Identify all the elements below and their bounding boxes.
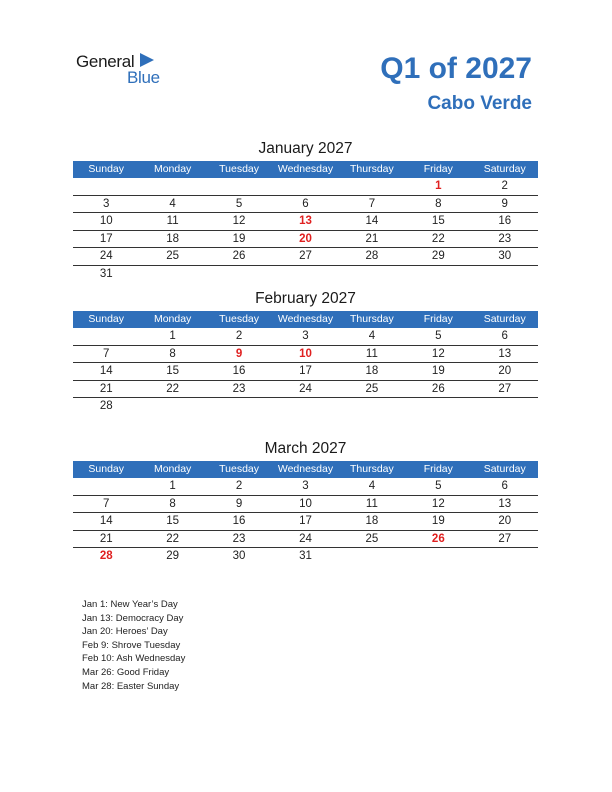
- day-cell: 28: [365, 250, 379, 262]
- day-cell: 3: [103, 197, 110, 210]
- holiday-item: Feb 9: Shrove Tuesday: [82, 639, 181, 651]
- weekday-friday: Friday: [423, 463, 453, 475]
- weekday-header: [73, 461, 538, 478]
- month-january: [73, 137, 538, 282]
- holiday-item: Mar 28: Easter Sunday: [82, 680, 180, 692]
- day-cell: 1: [169, 330, 176, 342]
- day-cell: 2: [235, 480, 243, 492]
- day-cell: 27: [498, 382, 512, 395]
- weekday-sunday: Sunday: [88, 163, 125, 175]
- holiday-list: [82, 598, 185, 693]
- day-cell: 2: [501, 180, 508, 192]
- weekday-wednesday: Wednesday: [277, 463, 334, 475]
- day-cell: 12: [431, 497, 445, 510]
- day-cell: 30: [498, 250, 512, 262]
- day-cell: 29: [431, 250, 445, 262]
- day-cell: 9: [235, 347, 243, 360]
- week-row: [73, 248, 538, 266]
- day-cell: 22: [166, 382, 180, 395]
- month-title: February 2027: [255, 290, 356, 307]
- day-cell: [139, 398, 205, 415]
- day-cell: 18: [365, 515, 379, 527]
- weekday-friday: Friday: [423, 313, 453, 325]
- day-cell: 21: [99, 532, 113, 545]
- day-cell: 21: [365, 232, 379, 245]
- day-cell: 19: [232, 232, 246, 245]
- weekday-header: [73, 311, 538, 328]
- day-cell: 19: [431, 365, 445, 377]
- day-cell: 11: [166, 215, 179, 227]
- logo-blue-text: Blue: [127, 68, 160, 87]
- day-cell: 6: [501, 330, 508, 342]
- day-cell: 16: [232, 515, 246, 527]
- day-cell: [339, 548, 405, 565]
- week-row: [73, 363, 538, 381]
- logo-flag-icon: [140, 53, 154, 67]
- day-cell: 25: [365, 532, 379, 545]
- day-cell: 17: [299, 365, 312, 377]
- weekday-thursday: Thursday: [350, 313, 394, 325]
- day-cell: 29: [166, 550, 180, 562]
- day-cell: 1: [169, 480, 176, 492]
- weekday-saturday: Saturday: [483, 313, 526, 325]
- weekday-saturday: Saturday: [483, 163, 526, 175]
- day-cell: 25: [166, 250, 180, 262]
- day-cell: [405, 266, 471, 283]
- page-title: Q1 of 2027: [380, 52, 532, 85]
- day-cell: 10: [99, 215, 113, 227]
- holiday-item: Jan 1: New Year’s Day: [82, 599, 178, 610]
- week-row: [73, 328, 538, 346]
- day-cell: [272, 398, 338, 415]
- day-cell: 19: [431, 515, 445, 527]
- weekday-wednesday: Wednesday: [277, 163, 334, 175]
- day-cell: [472, 398, 538, 415]
- day-cell: 23: [498, 232, 512, 245]
- day-cell: [206, 266, 272, 283]
- holiday-item: Feb 10: Ash Wednesday: [82, 653, 186, 665]
- day-cell: [405, 548, 471, 565]
- day-cell: [272, 178, 338, 195]
- day-cell: 27: [299, 250, 312, 262]
- day-cell: 20: [299, 232, 312, 245]
- weekday-sunday: Sunday: [88, 463, 125, 475]
- day-cell: 6: [302, 197, 309, 210]
- week-row: [73, 231, 538, 249]
- day-cell: 4: [368, 480, 376, 492]
- country-name: Cabo Verde: [427, 93, 532, 114]
- day-cell: 5: [435, 480, 442, 492]
- day-cell: 8: [169, 497, 176, 510]
- holiday-item: Jan 20: Heroes’ Day: [82, 626, 168, 638]
- month-title: January 2027: [258, 140, 353, 157]
- day-cell: 3: [302, 330, 309, 342]
- day-cell: 12: [431, 347, 445, 360]
- day-cell: 18: [365, 365, 379, 377]
- day-cell: 8: [169, 347, 176, 360]
- weekday-saturday: Saturday: [483, 463, 526, 475]
- day-cell: [339, 178, 405, 195]
- week-row: [73, 266, 538, 283]
- day-cell: 20: [498, 365, 512, 377]
- day-cell: 21: [99, 382, 113, 395]
- day-cell: [73, 478, 139, 495]
- weekday-tuesday: Tuesday: [219, 313, 259, 325]
- day-cell: [272, 266, 338, 283]
- day-cell: 4: [368, 330, 376, 342]
- day-cell: 1: [435, 180, 442, 192]
- month-title: March 2027: [264, 440, 347, 457]
- day-cell: 13: [498, 347, 512, 360]
- week-row: [73, 213, 538, 231]
- day-cell: 24: [299, 532, 312, 545]
- day-cell: 17: [99, 232, 113, 245]
- weekday-wednesday: Wednesday: [277, 313, 334, 325]
- day-cell: 20: [498, 515, 512, 527]
- week-row: [73, 398, 538, 415]
- day-cell: 13: [299, 215, 312, 227]
- day-cell: 2: [235, 330, 243, 342]
- day-cell: 23: [232, 382, 246, 395]
- day-cell: 13: [498, 497, 512, 510]
- day-cell: 8: [435, 197, 442, 210]
- day-cell: 7: [103, 347, 110, 360]
- week-row: [73, 531, 538, 549]
- day-cell: 28: [99, 400, 113, 412]
- weekday-header: [73, 161, 538, 178]
- day-cell: 10: [299, 347, 312, 360]
- day-cell: 31: [299, 550, 312, 562]
- day-cell: 6: [501, 480, 508, 492]
- day-cell: 14: [365, 215, 379, 227]
- week-row: [73, 196, 538, 214]
- day-cell: 16: [232, 365, 246, 377]
- day-cell: 26: [431, 532, 445, 545]
- day-cell: 9: [235, 497, 243, 510]
- day-cell: 7: [103, 497, 110, 510]
- day-cell: 4: [169, 197, 176, 210]
- day-cell: 10: [299, 497, 312, 510]
- week-row: [73, 346, 538, 364]
- day-cell: [139, 178, 205, 195]
- day-cell: [73, 328, 139, 345]
- day-cell: [206, 178, 272, 195]
- weekday-monday: Monday: [153, 313, 192, 325]
- day-cell: 26: [431, 382, 445, 395]
- day-cell: 27: [498, 532, 512, 545]
- weekday-monday: Monday: [153, 163, 192, 175]
- week-row: [73, 178, 538, 196]
- weekday-friday: Friday: [423, 163, 453, 175]
- day-cell: 14: [99, 515, 113, 527]
- day-cell: 14: [99, 365, 113, 377]
- day-cell: 12: [232, 215, 246, 227]
- day-cell: 7: [368, 197, 376, 210]
- day-cell: 16: [498, 215, 512, 227]
- day-cell: [206, 398, 272, 415]
- week-row: [73, 548, 538, 565]
- day-cell: 5: [435, 330, 442, 342]
- week-row: [73, 381, 538, 399]
- weekday-thursday: Thursday: [350, 163, 394, 175]
- day-cell: 17: [299, 515, 312, 527]
- day-cell: 15: [431, 215, 445, 227]
- logo-general-text: General: [76, 52, 135, 71]
- day-cell: 25: [365, 382, 379, 395]
- week-row: [73, 496, 538, 514]
- day-cell: [472, 266, 538, 283]
- day-cell: 24: [99, 250, 113, 262]
- weekday-tuesday: Tuesday: [219, 163, 259, 175]
- day-cell: [405, 398, 471, 415]
- day-cell: [73, 178, 139, 195]
- holiday-item: Jan 13: Democracy Day: [82, 612, 184, 624]
- weekday-tuesday: Tuesday: [219, 463, 259, 475]
- day-cell: 30: [232, 550, 246, 562]
- day-cell: 15: [166, 365, 180, 377]
- day-cell: 18: [166, 232, 180, 245]
- day-cell: 22: [431, 232, 445, 245]
- day-cell: 15: [166, 515, 180, 527]
- day-cell: 11: [365, 497, 378, 510]
- day-cell: 28: [99, 550, 113, 562]
- weekday-sunday: Sunday: [88, 313, 125, 325]
- holiday-item: Mar 26: Good Friday: [82, 666, 170, 678]
- weekday-monday: Monday: [153, 463, 192, 475]
- day-cell: 5: [235, 197, 243, 210]
- week-row: [73, 513, 538, 531]
- week-row: [73, 478, 538, 496]
- day-cell: 3: [302, 480, 309, 492]
- day-cell: 23: [232, 532, 246, 545]
- day-cell: 22: [166, 532, 180, 545]
- weekday-thursday: Thursday: [350, 463, 394, 475]
- month-march: [73, 437, 538, 565]
- logo: [76, 52, 176, 88]
- day-cell: 11: [365, 347, 378, 360]
- day-cell: [472, 548, 538, 565]
- day-cell: [139, 266, 205, 283]
- day-cell: 31: [99, 267, 113, 280]
- day-cell: 9: [501, 197, 508, 210]
- day-cell: [339, 398, 405, 415]
- day-cell: 26: [232, 250, 246, 262]
- day-cell: [339, 266, 405, 283]
- month-february: [73, 287, 538, 415]
- day-cell: 24: [299, 382, 312, 395]
